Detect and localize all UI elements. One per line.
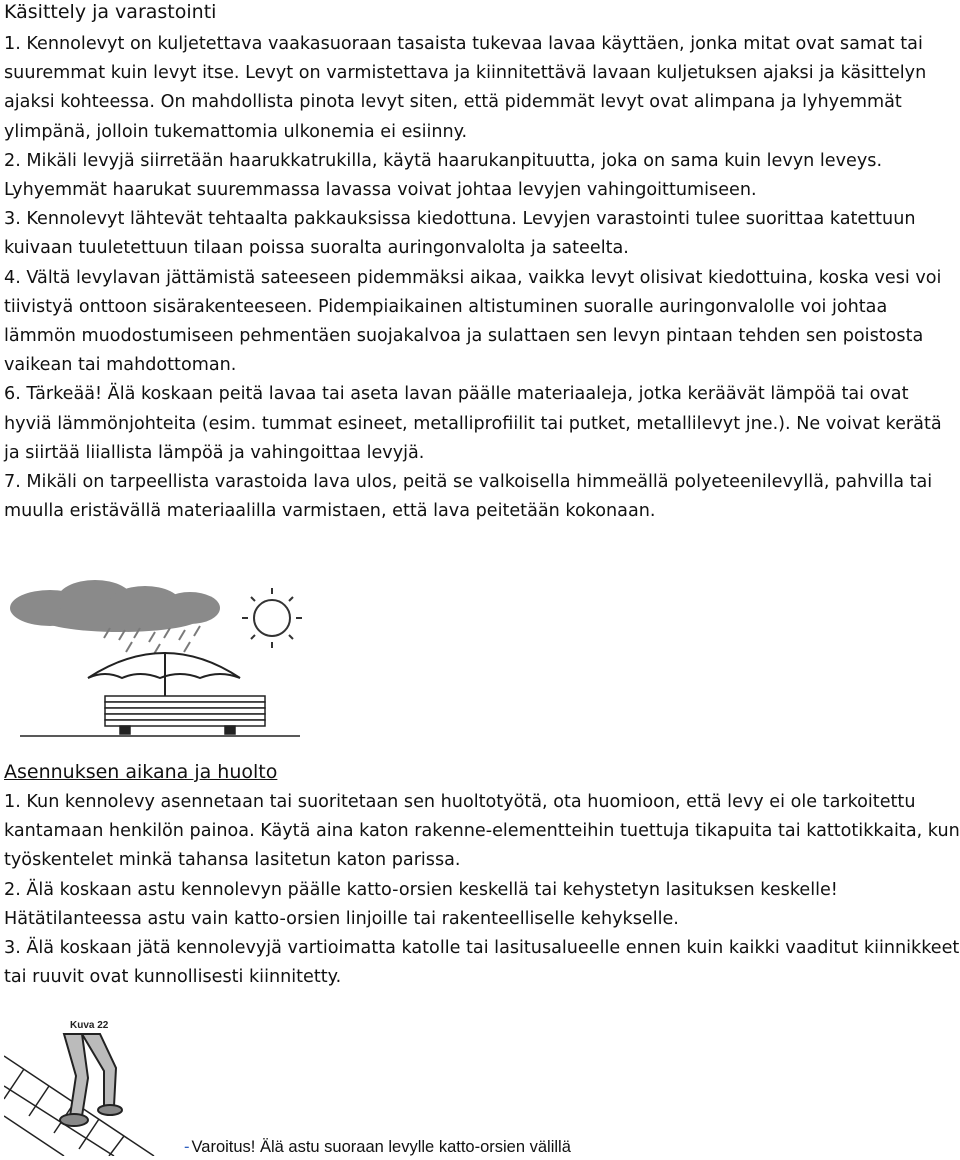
- list-item: 3. Älä koskaan jätä kennolevyjä vartioimatta katolle tai lasitusalueelle ennen kuin kaikki vaaditut kiinnikkeet tai ruuvit ovat kunnollisesti kiinnitetty.: [4, 938, 960, 988]
- installation-instructions: [4, 788, 960, 992]
- sun-icon: [242, 588, 302, 648]
- figure-caption: [184, 1136, 571, 1158]
- umbrella-icon: [88, 652, 240, 698]
- warning-caption-text: Varoitus! Älä astu suoraan levylle katto-orsien välillä: [191, 1138, 571, 1156]
- list-item: 6. Tärkeää! Älä koskaan peitä lavaa tai aseta lavan päälle materiaaleja, jotka keräävät lämpöä tai ovat hyviä lämmönjohteita (esim. tummat esineet, metalliprofiilit tai putket, metallilevyt jne.). Ne voivat kerätä ja siirtää liiallista lämpöä ja vahingoittaa levyjä.: [4, 384, 942, 463]
- figure-label: Kuva 22: [70, 1020, 109, 1031]
- list-item: 4. Vältä levylavan jättämistä sateeseen pidemmäksi aikaa, vaikka levyt olisivat kiedottuina, koska vesi voi tiivistyä onttoon sisärakenteeseen. Pidempiaikainen altistuminen suoralle auringonvalolle voi johtaa lämmön muodostumiseen pehmentäen suojakalvoa ja sulattaen sen levyn pintaan tehden sen poistosta vaikean tai mahdottoman.: [4, 267, 942, 376]
- list-item: 2. Älä koskaan astu kennolevyn päälle katto-orsien keskellä tai kehystetyn lasituksen keskelle! Hätätilanteessa astu vain katto-orsien linjoille tai rakenteelliselle kehykselle.: [4, 879, 838, 929]
- list-item: 1. Kun kennolevy asennetaan tai suoritetaan sen huoltotyötä, ota huomioon, että levy ei ole tarkoitettu kantamaan henkilön painoa. Käytä aina katon rakenne-elementteihin tuettuja tikapuita tai kattotikkaita, kun työskentelet minkä tahansa lasitetun katon parissa.: [4, 792, 960, 871]
- handling-instructions: [4, 30, 960, 526]
- weather-storage-illustration: [0, 578, 320, 740]
- section-heading-installation: Asennuksen aikana ja huolto: [4, 761, 278, 783]
- section-heading-handling: Käsittely ja varastointi: [4, 1, 217, 23]
- sheet-stack-icon: [105, 696, 265, 734]
- list-item: 3. Kennolevyt lähtevät tehtaalta pakkauksissa kiedottuna. Levyjen varastointi tulee suorittaa katettuun kuivaan tuuletettuun tilaan poissa suoralta auringonvalolta ja sateelta.: [4, 209, 916, 259]
- roof-warning-figure: [4, 1016, 186, 1156]
- legs-icon: [60, 1034, 122, 1126]
- bullet-icon: -: [184, 1138, 190, 1156]
- list-item: 1. Kennolevyt on kuljetettava vaakasuoraan tasaista tukevaa lavaa käyttäen, jonka mitat ovat samat tai suuremmat kuin levyt itse. Levyt on varmistettava ja kiinnitettävä lavaan kuljetuksen ajaksi ja käsittelyn ajaksi kohteessa. On mahdollista pinota levyt siten, että pidemmät levyt ovat alimpana ja lyhyemmät ylimpänä, jolloin tukemattomia ulkonemia ei esiinny.: [4, 34, 927, 142]
- cloud-icon: [10, 580, 220, 632]
- list-item: 7. Mikäli on tarpeellista varastoida lava ulos, peitä se valkoisella himmeällä polyeteenilevyllä, pahvilla tai muulla eristävällä materiaalilla varmistaen, että lava peitetään kokonaan.: [4, 472, 933, 522]
- list-item: 2. Mikäli levyjä siirretään haarukkatrukilla, käytä haarukanpituutta, joka on sama kuin levyn leveys. Lyhyemmät haarukat suuremmassa lavassa voivat johtaa levyjen vahingoittumiseen.: [4, 150, 883, 201]
